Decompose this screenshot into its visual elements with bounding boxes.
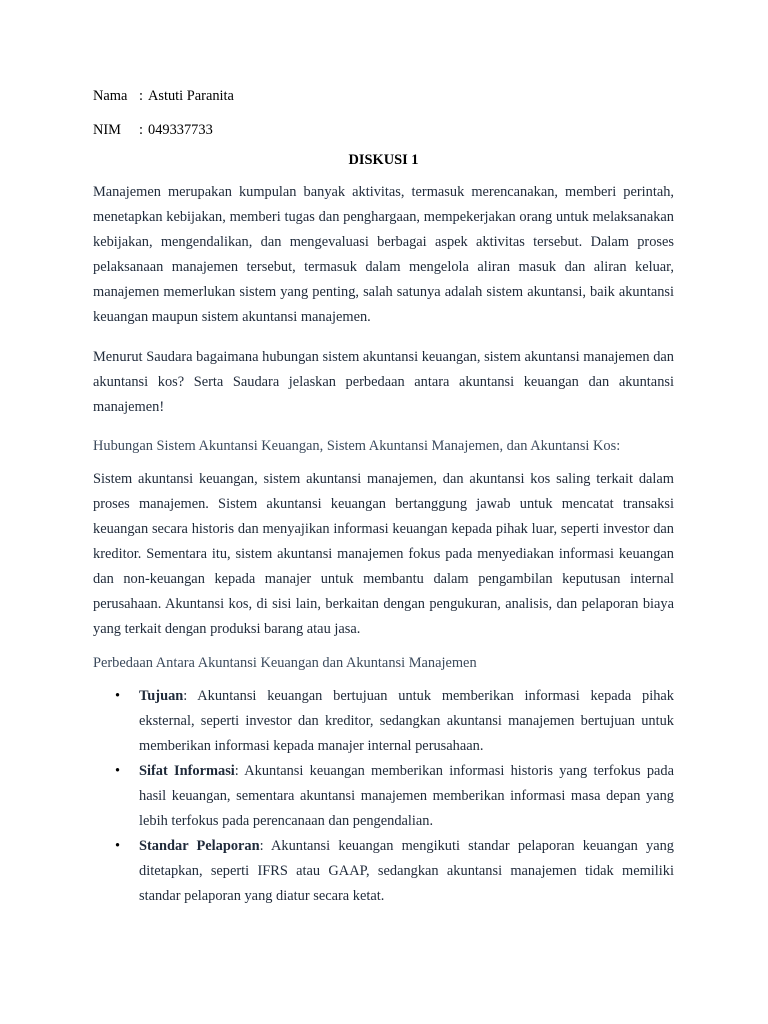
relation-paragraph: Sistem akuntansi keuangan, sistem akuntansi manajemen, dan akuntansi kos saling terkait dalam proses manajemen. Sistem akuntansi keuangan bertanggung jawab untuk mencatat transaksi keuangan secara historis dan menyajikan informasi keuangan kepada pihak luar, seperti investor dan kreditor. Sementara itu, sistem akuntansi manajemen fokus pada menyediakan informasi keuangan dan non-keuangan kepada manajer untuk membantu dalam pengambilan keputusan internal perusahaan. Akuntansi kos, di sisi lain, berkaitan dengan pengukuran, analisis, dan pelaporan biaya yang terkait dengan produksi barang atau jasa. — [93, 471, 674, 637]
student-name-row — [93, 86, 674, 106]
bullet-icon: • — [115, 763, 121, 779]
difference-heading: Perbedaan Antara Akuntansi Keuangan dan Akuntansi Manajemen — [93, 655, 477, 671]
term-description: : Akuntansi keuangan mengikuti standar pelaporan keuangan yang ditetapkan, seperti IFRS atau GAAP, sedangkan akuntansi manajemen tidak memiliki standar pelaporan yang diatur secara ketat. — [139, 838, 674, 904]
list-item — [93, 759, 674, 834]
difference-list — [93, 684, 674, 909]
intro-paragraph: Manajemen merupakan kumpulan banyak aktivitas, termasuk merencanakan, memberi perintah, menetapkan kebijakan, memberi tugas dan penghargaan, mempekerjakan orang untuk melaksanakan kebijakan, mengendalikan, dan mengevaluasi berbagai aspek aktivitas tersebut. Dalam proses pelaksanaan manajemen tersebut, termasuk dalam mengelola aliran masuk dan aliran keluar, manajemen memerlukan sistem yang penting, salah satunya adalah sistem akuntansi, baik akuntansi keuangan maupun sistem akuntansi manajemen. — [93, 184, 674, 325]
relation-heading: Hubungan Sistem Akuntansi Keuangan, Sistem Akuntansi Manajemen, dan Akuntansi Kos: — [93, 438, 621, 454]
list-item — [93, 834, 674, 909]
term-label: Tujuan — [139, 688, 184, 704]
student-nim: 049337733 — [148, 122, 213, 138]
nim-separator: : — [139, 122, 143, 138]
student-name: Astuti Paranita — [148, 88, 234, 104]
term-label: Sifat Informasi — [139, 763, 235, 779]
bullet-icon: • — [115, 688, 121, 704]
document-title: DISKUSI 1 — [348, 152, 419, 168]
nim-label: NIM — [93, 122, 121, 138]
bullet-icon: • — [115, 838, 121, 854]
question-paragraph: Menurut Saudara bagaimana hubungan sistem akuntansi keuangan, sistem akuntansi manajemen dan akuntansi kos? Serta Saudara jelaskan perbedaan antara akuntansi keuangan dan akuntansi manajemen! — [93, 349, 674, 415]
list-item — [93, 684, 674, 759]
term-label: Standar Pelaporan — [139, 838, 260, 854]
term-description: : Akuntansi keuangan memberikan informasi historis yang terfokus pada hasil keuangan, sementara akuntansi manajemen memberikan informasi masa depan yang lebih terfokus pada perencanaan dan pengendalian. — [139, 763, 675, 829]
term-description: : Akuntansi keuangan bertujuan untuk memberikan informasi kepada pihak eksternal, seperti investor dan kreditor, sedangkan akuntansi manajemen bertujuan untuk memberikan informasi kepada manajer internal perusahaan. — [139, 688, 674, 754]
name-separator: : — [139, 88, 143, 104]
student-nim-row — [93, 120, 674, 140]
document-page — [93, 86, 674, 909]
name-label: Nama — [93, 88, 128, 104]
